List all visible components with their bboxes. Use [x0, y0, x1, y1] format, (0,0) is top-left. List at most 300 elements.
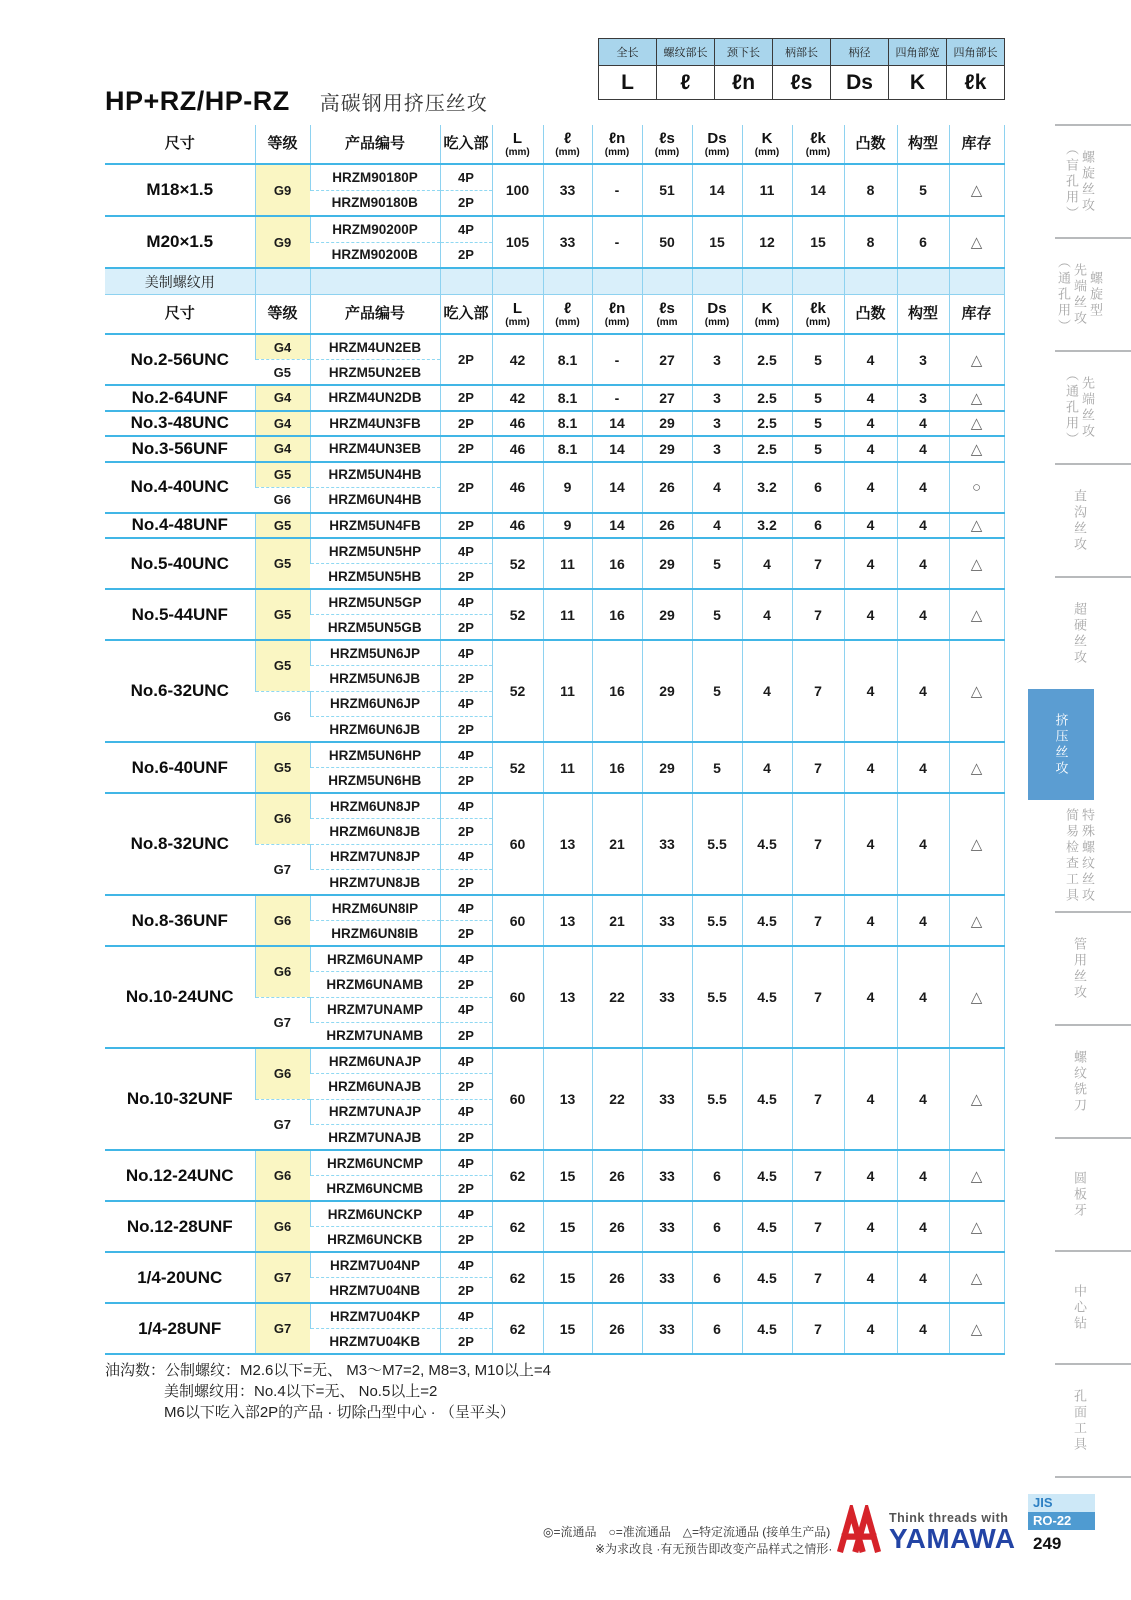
size-cell: No.4-48UNF [105, 513, 255, 539]
column-header-unit: (mm) [555, 146, 580, 158]
column-header-cell [592, 125, 642, 164]
value-cell: - [592, 216, 642, 268]
chamfer-cell: 2P [440, 921, 492, 947]
value-cell: 11 [742, 164, 792, 216]
sidebar-label-column: 简易检查工具 [1064, 807, 1079, 904]
value-cell: 2.5 [742, 436, 792, 462]
sidebar-item[interactable] [1028, 800, 1131, 911]
value-cell: 15 [543, 1150, 592, 1201]
value-cell: 26 [592, 1150, 642, 1201]
product-code-cell: HRZM6UN6JB [310, 717, 440, 743]
value-cell: 9 [543, 513, 592, 539]
section-code-badge: RO-22 [1028, 1512, 1095, 1530]
sidebar-label-column: （盲孔用） [1064, 141, 1079, 222]
chamfer-cell: 2P [440, 334, 492, 385]
value-cell: 5 [692, 742, 742, 793]
sidebar-separator [1055, 1476, 1131, 1478]
value-cell: 33 [642, 793, 692, 895]
value-cell: 4 [844, 411, 897, 437]
grade-cell: G5 [255, 462, 310, 488]
stock-cell: △ [949, 513, 1004, 539]
sidebar-item[interactable] [1028, 1252, 1131, 1363]
value-cell: 7 [792, 946, 844, 1048]
chamfer-cell: 4P [440, 589, 492, 615]
value-cell: 4 [897, 793, 949, 895]
value-cell: 4 [897, 1150, 949, 1201]
section-empty-cell [310, 268, 440, 295]
value-cell: 4 [844, 640, 897, 742]
chamfer-cell: 2P [440, 1023, 492, 1049]
value-cell: 8.1 [543, 385, 592, 411]
product-code-cell: HRZM90200B [310, 242, 440, 268]
value-cell: 16 [592, 538, 642, 589]
value-cell: 4 [692, 462, 742, 513]
product-code-cell: HRZM6UNCKB [310, 1227, 440, 1253]
chamfer-cell: 4P [440, 691, 492, 717]
sidebar-item-label [1072, 1389, 1087, 1453]
sidebar-label-column: 螺纹铣刀 [1072, 1049, 1087, 1114]
value-cell: 14 [592, 513, 642, 539]
column-header-cell [310, 125, 440, 164]
sidebar-label-column: 螺旋丝攻 [1080, 149, 1095, 214]
section-empty-cell [949, 268, 1004, 295]
value-cell: 5 [792, 334, 844, 385]
column-header-label: 吃入部 [443, 305, 489, 322]
value-cell: 4 [742, 538, 792, 589]
sidebar-item[interactable] [1028, 913, 1131, 1024]
stock-symbol-legend [543, 1524, 832, 1558]
product-code-cell: HRZM7U04KP [310, 1303, 440, 1329]
value-cell: 4.5 [742, 895, 792, 946]
value-cell: 62 [492, 1252, 543, 1303]
stock-cell: △ [949, 385, 1004, 411]
value-cell: 5 [692, 640, 742, 742]
table-row [105, 1303, 1004, 1329]
sidebar-item[interactable] [1028, 1139, 1131, 1250]
value-cell: 15 [692, 216, 742, 268]
sidebar-item[interactable] [1028, 239, 1131, 350]
product-code-cell: HRZM6UNCMB [310, 1176, 440, 1202]
column-header-cell [255, 295, 310, 335]
grade-cell: G5 [255, 360, 310, 386]
grade-cell: G6 [255, 691, 310, 742]
value-cell: 4 [844, 513, 897, 539]
size-cell: No.10-24UNC [105, 946, 255, 1048]
page-index-block [1028, 1494, 1095, 1554]
value-cell: 26 [592, 1252, 642, 1303]
value-cell: 8.1 [543, 411, 592, 437]
column-header-label: 等级 [267, 135, 298, 152]
value-cell: 52 [492, 589, 543, 640]
value-cell: 33 [642, 1303, 692, 1354]
sidebar-item-label [1072, 1050, 1087, 1114]
section-empty-cell [742, 268, 792, 295]
sidebar-label-column: 超硬丝攻 [1072, 601, 1087, 666]
chamfer-cell: 2P [440, 1329, 492, 1355]
table-header-row [105, 125, 1004, 164]
value-cell: 14 [592, 462, 642, 513]
sidebar-item[interactable] [1028, 465, 1131, 576]
size-cell: M20×1.5 [105, 216, 255, 268]
value-cell: 4 [897, 538, 949, 589]
column-header-label: 尺寸 [164, 305, 195, 322]
column-header-label: 库存 [961, 305, 992, 322]
value-cell: 4.5 [742, 1150, 792, 1201]
legend-symbol: ℓ [657, 66, 715, 100]
section-empty-cell [844, 268, 897, 295]
footnote-line: M6以下吃入部2P的产品 · 切除凸型中心 · （呈平头） [164, 1404, 515, 1421]
product-code-cell: HRZM6UNAJP [310, 1048, 440, 1074]
value-cell: 14 [792, 164, 844, 216]
table-row [105, 640, 1004, 666]
table-row [105, 385, 1004, 411]
column-header-unit: (mm) [505, 316, 530, 328]
value-cell: 42 [492, 385, 543, 411]
value-cell: 15 [543, 1303, 592, 1354]
grade-cell: G6 [255, 793, 310, 844]
section-empty-cell [897, 268, 949, 295]
value-cell: 4 [897, 436, 949, 462]
product-code-cell: HRZM5UN6JB [310, 666, 440, 692]
value-cell: 4 [844, 793, 897, 895]
value-cell: 8 [844, 164, 897, 216]
legend-name: 螺纹部长 [657, 39, 715, 66]
column-header-unit: (mm) [805, 146, 831, 158]
sidebar-label-column: 螺旋型 [1088, 270, 1103, 319]
stock-cell: △ [949, 436, 1004, 462]
value-cell: 21 [592, 793, 642, 895]
value-cell: 3.2 [742, 513, 792, 539]
value-cell: 4 [692, 513, 742, 539]
product-code-cell: HRZM7U04NP [310, 1252, 440, 1278]
column-header-cell [844, 295, 897, 335]
value-cell: 4 [844, 1201, 897, 1252]
sidebar-item[interactable] [1028, 352, 1131, 463]
chamfer-cell: 4P [440, 538, 492, 564]
section-row [105, 268, 1004, 295]
grade-cell: G9 [255, 164, 310, 216]
stock-cell: △ [949, 216, 1004, 268]
value-cell: 33 [543, 216, 592, 268]
section-empty-cell [592, 268, 642, 295]
sidebar-item[interactable] [1028, 1026, 1131, 1137]
product-code-cell: HRZM6UNAMP [310, 946, 440, 972]
value-cell: 7 [792, 538, 844, 589]
column-header-cell [792, 125, 844, 164]
sidebar-item-label [1072, 489, 1087, 553]
value-cell: 3 [897, 385, 949, 411]
product-code-cell: HRZM6UNCKP [310, 1201, 440, 1227]
table-row [105, 895, 1004, 921]
column-header-cell [492, 295, 543, 335]
section-empty-cell [492, 268, 543, 295]
value-cell: 4 [897, 589, 949, 640]
grade-cell: G6 [255, 1150, 310, 1201]
column-header-unit: (mm) [555, 316, 580, 328]
size-cell: No.2-56UNC [105, 334, 255, 385]
sidebar-label-column: （通孔用） [1056, 254, 1071, 335]
chamfer-cell: 4P [440, 793, 492, 819]
table-row [105, 1252, 1004, 1278]
value-cell: 29 [642, 742, 692, 793]
product-code-cell: HRZM5UN5HB [310, 564, 440, 590]
product-code-cell: HRZM6UN4HB [310, 487, 440, 513]
value-cell: 60 [492, 895, 543, 946]
product-code-cell: HRZM7UNAJB [310, 1125, 440, 1151]
sidebar-label-column: 中心钻 [1072, 1283, 1087, 1332]
value-cell: 5.5 [692, 793, 742, 895]
chamfer-cell: 4P [440, 1150, 492, 1176]
value-cell: 3.2 [742, 462, 792, 513]
table-row [105, 216, 1004, 242]
value-cell: 5 [897, 164, 949, 216]
value-cell: 105 [492, 216, 543, 268]
product-code-cell: HRZM6UNCMP [310, 1150, 440, 1176]
column-header-cell [543, 125, 592, 164]
column-header-cell [492, 125, 543, 164]
value-cell: 15 [543, 1201, 592, 1252]
stock-cell: △ [949, 411, 1004, 437]
value-cell: 52 [492, 640, 543, 742]
value-cell: 9 [543, 462, 592, 513]
column-header-cell [310, 295, 440, 335]
value-cell: 7 [792, 1201, 844, 1252]
section-empty-cell [642, 268, 692, 295]
table-row [105, 436, 1004, 462]
value-cell: 4 [844, 589, 897, 640]
value-cell: 46 [492, 513, 543, 539]
sidebar-item-label [1064, 808, 1095, 904]
chamfer-cell: 2P [440, 1278, 492, 1304]
legend-name: 柄径 [831, 39, 889, 66]
stock-cell: △ [949, 538, 1004, 589]
chamfer-cell: 2P [440, 242, 492, 268]
table-row [105, 742, 1004, 768]
stock-symbol-legend-line: ◎=流通品 ○=准流通品 △=特定流通品 (接单生产品) [543, 1525, 831, 1539]
product-code-cell: HRZM90180P [310, 164, 440, 190]
value-cell: 4.5 [742, 793, 792, 895]
legend-symbol: ℓn [715, 66, 773, 100]
value-cell: 12 [742, 216, 792, 268]
stock-cell: △ [949, 895, 1004, 946]
value-cell: 46 [492, 436, 543, 462]
value-cell: 4 [844, 1048, 897, 1150]
section-empty-cell [440, 268, 492, 295]
value-cell: 22 [592, 946, 642, 1048]
column-header-cell [844, 125, 897, 164]
value-cell: 4 [897, 1252, 949, 1303]
size-cell: No.8-36UNF [105, 895, 255, 946]
sidebar-label-column: 先端丝攻 [1072, 262, 1087, 327]
value-cell: 4 [844, 538, 897, 589]
value-cell: 14 [692, 164, 742, 216]
sidebar-item-label [1064, 368, 1095, 448]
column-header-cell [897, 125, 949, 164]
value-cell: 7 [792, 589, 844, 640]
sidebar-item[interactable] [1028, 126, 1131, 237]
grade-cell: G4 [255, 436, 310, 462]
chamfer-cell: 4P [440, 895, 492, 921]
value-cell: - [592, 334, 642, 385]
value-cell: 33 [642, 946, 692, 1048]
value-cell: 11 [543, 538, 592, 589]
product-code-cell: HRZM7U04NB [310, 1278, 440, 1304]
chamfer-cell: 4P [440, 640, 492, 666]
sidebar-label-column: （通孔用） [1064, 367, 1079, 448]
sidebar-item-label [1072, 602, 1087, 666]
column-header-cell [592, 295, 642, 335]
product-series-title: HP+RZ/HP-RZ [105, 86, 290, 116]
chamfer-cell: 4P [440, 997, 492, 1023]
chamfer-cell: 2P [440, 1125, 492, 1151]
stock-cell: △ [949, 334, 1004, 385]
chamfer-cell: 2P [440, 462, 492, 513]
value-cell: 7 [792, 1303, 844, 1354]
column-header-cell [642, 125, 692, 164]
value-cell: 4 [897, 640, 949, 742]
column-header-label: 尺寸 [164, 135, 195, 152]
product-code-cell: HRZM4UN3EB [310, 436, 440, 462]
dimension-legend-table [598, 38, 1005, 100]
column-header-label: ℓn [608, 129, 626, 147]
value-cell: 3 [692, 334, 742, 385]
column-header-label: ℓk [810, 129, 826, 147]
value-cell: 33 [642, 1150, 692, 1201]
chamfer-cell: 2P [440, 1074, 492, 1100]
sidebar-label-column: 圆板牙 [1072, 1170, 1087, 1219]
column-header-label: ℓn [608, 299, 626, 317]
legend-symbol: ℓs [773, 66, 831, 100]
value-cell: 15 [792, 216, 844, 268]
value-cell: 4.5 [742, 1201, 792, 1252]
table-row [105, 513, 1004, 539]
value-cell: 50 [642, 216, 692, 268]
yamawa-logo-text [889, 1511, 1015, 1553]
chamfer-cell: 2P [440, 870, 492, 896]
product-code-cell: HRZM5UN5GB [310, 615, 440, 641]
value-cell: 13 [543, 1048, 592, 1150]
chamfer-cell: 2P [440, 564, 492, 590]
chamfer-cell: 2P [440, 717, 492, 743]
value-cell: 46 [492, 411, 543, 437]
section-empty-cell [255, 268, 310, 295]
value-cell: 27 [642, 385, 692, 411]
column-header-label: 产品编号 [344, 135, 405, 152]
grade-cell: G6 [255, 487, 310, 513]
value-cell: 8 [844, 216, 897, 268]
column-header-label: 凸数 [855, 135, 886, 152]
value-cell: 4 [897, 742, 949, 793]
stock-cell: △ [949, 742, 1004, 793]
page-number: 249 [1033, 1534, 1062, 1553]
dimension-legend [598, 38, 1005, 100]
value-cell: 5 [692, 589, 742, 640]
value-cell: 6 [897, 216, 949, 268]
value-cell: 4 [897, 1303, 949, 1354]
sidebar-item-active[interactable] [1028, 689, 1094, 800]
value-cell: 51 [642, 164, 692, 216]
value-cell: 4 [844, 946, 897, 1048]
column-header-unit: (mm) [505, 146, 530, 158]
stock-cell: △ [949, 1252, 1004, 1303]
yamawa-logo-mark-icon [836, 1505, 882, 1558]
stock-cell: △ [949, 640, 1004, 742]
value-cell: 14 [592, 411, 642, 437]
chamfer-cell: 4P [440, 164, 492, 190]
sidebar-label-column: 特殊螺纹丝攻 [1080, 807, 1095, 904]
value-cell: 4.5 [742, 1303, 792, 1354]
column-header-label: Ds [707, 129, 727, 147]
value-cell: 33 [642, 895, 692, 946]
value-cell: 2.5 [742, 334, 792, 385]
jis-badge: JIS [1028, 1494, 1095, 1512]
column-header-cell [692, 125, 742, 164]
table-row [105, 1201, 1004, 1227]
product-code-cell: HRZM6UN6JP [310, 691, 440, 717]
size-cell: No.4-40UNC [105, 462, 255, 513]
footnote-text: 公制螺纹：M2.6以下=无、 M3～M7=2, M8=3, M10以上=4 [165, 1362, 551, 1379]
value-cell: 6 [792, 513, 844, 539]
value-cell: 2.5 [742, 385, 792, 411]
column-header-label: 构型 [907, 305, 938, 322]
grade-cell: G6 [255, 1201, 310, 1252]
sidebar-label-column: 挤压丝攻 [1053, 712, 1069, 777]
value-cell: 5.5 [692, 1048, 742, 1150]
product-code-cell: HRZM5UN4FB [310, 513, 440, 539]
grade-cell: G5 [255, 742, 310, 793]
column-header-label: L [512, 299, 523, 317]
column-header-cell [692, 295, 742, 335]
value-cell: 33 [642, 1252, 692, 1303]
product-code-cell: HRZM5UN2EB [310, 360, 440, 386]
column-header-label: ℓk [810, 299, 826, 317]
value-cell: 11 [543, 742, 592, 793]
chamfer-cell: 2P [440, 768, 492, 794]
grade-cell: G5 [255, 513, 310, 539]
sidebar-item[interactable] [1028, 578, 1131, 689]
value-cell: 4 [844, 436, 897, 462]
sidebar-item[interactable] [1028, 1365, 1131, 1476]
value-cell: 8.1 [543, 334, 592, 385]
value-cell: 13 [543, 946, 592, 1048]
stock-cell: △ [949, 1150, 1004, 1201]
stock-cell: △ [949, 1048, 1004, 1150]
value-cell: 4 [897, 411, 949, 437]
table-row [105, 334, 1004, 360]
value-cell: 52 [492, 538, 543, 589]
sidebar-item-label [1072, 937, 1087, 1001]
column-header-unit: (mm) [805, 316, 831, 328]
column-header-unit: (mm) [604, 146, 630, 158]
size-cell: No.6-40UNF [105, 742, 255, 793]
chamfer-cell: 2P [440, 666, 492, 692]
value-cell: 4 [844, 1252, 897, 1303]
product-code-cell: HRZM6UN8IP [310, 895, 440, 921]
grade-cell: G7 [255, 1099, 310, 1150]
value-cell: 7 [792, 1150, 844, 1201]
size-cell: No.3-48UNC [105, 411, 255, 437]
logo-tagline: Think threads with [889, 1510, 1009, 1525]
chamfer-cell: 2P [440, 972, 492, 998]
value-cell: 4 [742, 589, 792, 640]
value-cell: 7 [792, 742, 844, 793]
grade-cell: G5 [255, 538, 310, 589]
column-header-unit: (mm) [704, 316, 730, 328]
sidebar-item-label [1072, 1171, 1087, 1219]
legend-symbol: K [889, 66, 947, 100]
product-code-cell: HRZM7U04KB [310, 1329, 440, 1355]
column-header-label: 凸数 [855, 305, 886, 322]
